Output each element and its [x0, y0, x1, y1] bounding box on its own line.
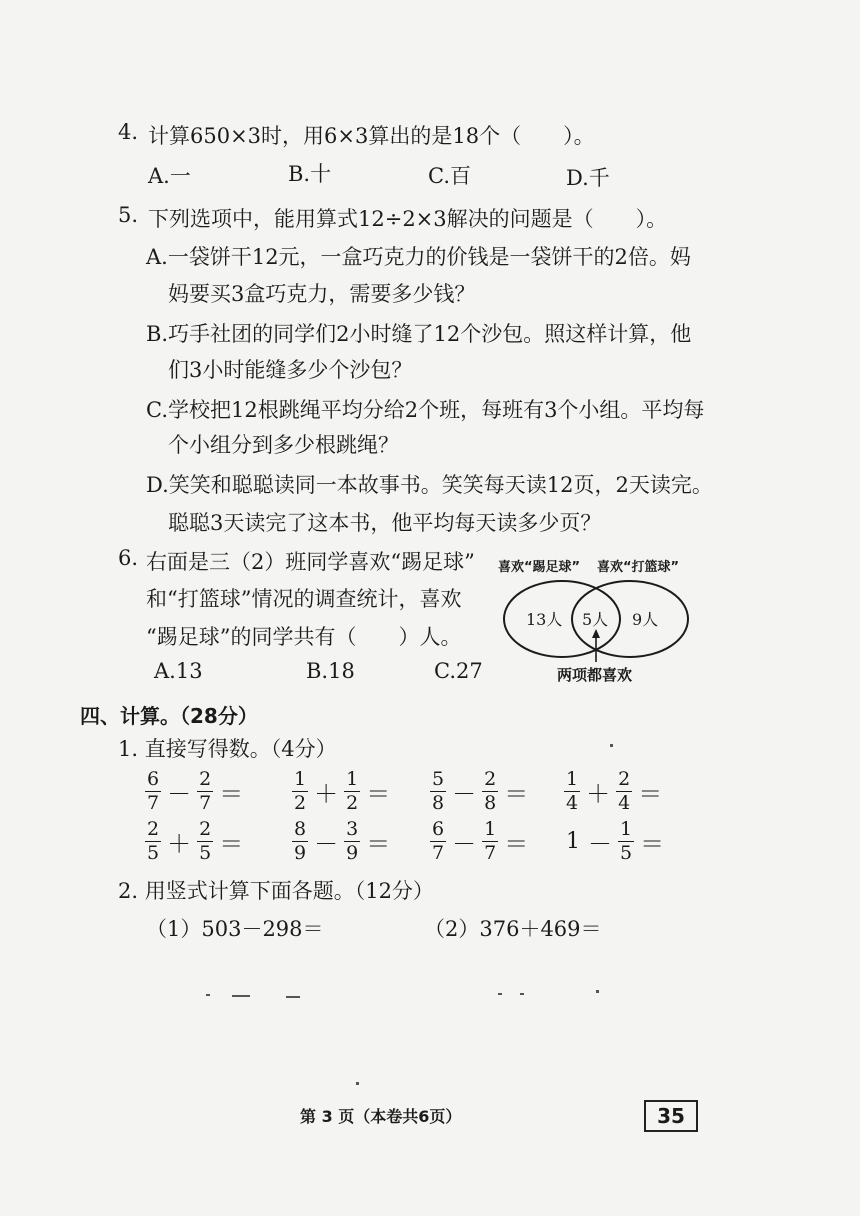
operator: － [167, 780, 192, 808]
numerator: 1 [484, 818, 497, 840]
denominator: 8 [484, 792, 497, 814]
q4-option-d: D.千 [566, 166, 610, 190]
q6-option-b: B.18 [306, 659, 355, 683]
fraction-expr [145, 820, 249, 863]
venn-left-only: 13人 [526, 610, 563, 629]
q5-number: 5. [118, 203, 139, 227]
q5-option-b-line2: 们3小时能缝多少个沙包？ [168, 358, 413, 382]
q4-option-c: C.百 [428, 164, 471, 188]
denominator: 2 [346, 792, 359, 814]
denominator: 4 [566, 792, 579, 814]
calc-2: （2）376＋469＝ [424, 917, 602, 941]
q5-option-b-line1: B.巧手社团的同学们2小时缝了12个沙包。照这样计算，他 [146, 322, 692, 346]
section4-sub1: 1. 直接写得数。（4分） [118, 737, 337, 761]
operator: － [452, 780, 477, 808]
q6-option-a: A.13 [154, 659, 203, 683]
denominator: 7 [147, 792, 160, 814]
fraction [564, 770, 580, 813]
q5-option-c-line2: 个小组分到多少根跳绳？ [168, 433, 399, 457]
q4-option-a: A.一 [148, 164, 191, 188]
fraction-expr [430, 770, 534, 813]
fraction [430, 770, 446, 813]
equals-sign: ＝ [640, 830, 665, 858]
q5-text: 下列选项中，能用算式12÷2×3解决的问题是（ ）。 [148, 207, 668, 231]
fraction-expr [566, 820, 670, 863]
denominator: 7 [432, 842, 445, 864]
numerator: 6 [432, 818, 445, 840]
integer: 1 [566, 829, 580, 854]
q6-number: 6. [118, 546, 139, 570]
venn-right-label: 喜欢“打篮球” [597, 560, 680, 575]
operator: － [588, 830, 612, 858]
numerator: 2 [618, 768, 631, 790]
fraction [145, 770, 161, 813]
fraction [482, 770, 498, 813]
q5-option-a-line1: A.一袋饼干12元，一盒巧克力的价钱是一袋饼干的2倍。妈 [146, 245, 691, 269]
denominator: 4 [618, 792, 631, 814]
fraction [197, 770, 213, 813]
q6-line3: “踢足球”的同学共有（ ）人。 [146, 625, 462, 649]
calc-1: （1）503－298＝ [146, 917, 324, 941]
venn-both-caption: 两项都喜欢 [557, 666, 633, 684]
numerator: 2 [484, 768, 497, 790]
q4-option-b: B.十 [288, 162, 332, 186]
equals-sign: ＝ [638, 780, 663, 808]
q5-option-a-line2: 妈要买3盒巧克力，需要多少钱？ [168, 282, 476, 306]
section4-heading: 四、计算。（28分） [80, 704, 258, 728]
denominator: 9 [346, 842, 359, 864]
fraction [482, 820, 498, 863]
numerator: 1 [294, 768, 307, 790]
fraction [145, 820, 161, 863]
equals-sign: ＝ [219, 830, 244, 858]
fraction [618, 820, 634, 863]
equals-sign: ＝ [366, 830, 391, 858]
venn-right-only: 9人 [632, 610, 659, 629]
operator: － [452, 830, 477, 858]
fraction [292, 770, 308, 813]
page-footer: 第 3 页（本卷共6页） [300, 1107, 462, 1126]
venn-both: 5人 [582, 610, 609, 629]
numerator: 2 [199, 818, 212, 840]
q6-line2: 和“打篮球”情况的调查统计，喜欢 [146, 587, 462, 611]
venn-left-label: 喜欢“踢足球” [498, 560, 581, 575]
denominator: 8 [432, 792, 445, 814]
fraction-expr [145, 770, 249, 813]
numerator: 6 [147, 768, 160, 790]
denominator: 7 [199, 792, 212, 814]
fraction-expr [292, 770, 396, 813]
numerator: 2 [147, 818, 160, 840]
q5-option-c-line1: C.学校把12根跳绳平均分给2个班，每班有3个小组。平均每 [146, 398, 705, 422]
numerator: 8 [294, 818, 307, 840]
operator: ＋ [167, 830, 192, 858]
q5-option-d-line1: D.笑笑和聪聪读同一本故事书。笑笑每天读12页，2天读完。 [146, 473, 713, 497]
q4-text: 计算650×3时，用6×3算出的是18个（ ）。 [148, 124, 595, 148]
equals-sign: ＝ [504, 780, 529, 808]
venn-arrow-head [592, 629, 600, 638]
fraction [292, 820, 308, 863]
numerator: 1 [346, 768, 359, 790]
operator: ＋ [314, 780, 339, 808]
fraction-expr [564, 770, 668, 813]
denominator: 5 [620, 842, 633, 864]
denominator: 9 [294, 842, 307, 864]
q4-number: 4. [118, 120, 139, 144]
q6-line1: 右面是三（2）班同学喜欢“踢足球” [146, 550, 475, 574]
page-number-box: 35 [644, 1100, 698, 1132]
operator: － [314, 830, 339, 858]
numerator: 2 [199, 768, 212, 790]
section4-sub2: 2. 用竖式计算下面各题。（12分） [118, 879, 434, 903]
fraction [344, 770, 360, 813]
denominator: 2 [294, 792, 307, 814]
numerator: 3 [346, 818, 359, 840]
q6-option-c: C.27 [434, 659, 483, 683]
fraction [197, 820, 213, 863]
fraction [430, 820, 446, 863]
equals-sign: ＝ [219, 780, 244, 808]
numerator: 1 [620, 818, 633, 840]
fraction-expr [430, 820, 534, 863]
fraction-expr [292, 820, 396, 863]
fraction [344, 820, 360, 863]
q5-option-d-line2: 聪聪3天读完了这本书，他平均每天读多少页？ [168, 511, 602, 535]
denominator: 5 [199, 842, 212, 864]
numerator: 1 [566, 768, 579, 790]
denominator: 5 [147, 842, 160, 864]
equals-sign: ＝ [366, 780, 391, 808]
equals-sign: ＝ [504, 830, 529, 858]
denominator: 7 [484, 842, 497, 864]
numerator: 5 [432, 768, 445, 790]
operator: ＋ [586, 780, 611, 808]
fraction [616, 770, 632, 813]
